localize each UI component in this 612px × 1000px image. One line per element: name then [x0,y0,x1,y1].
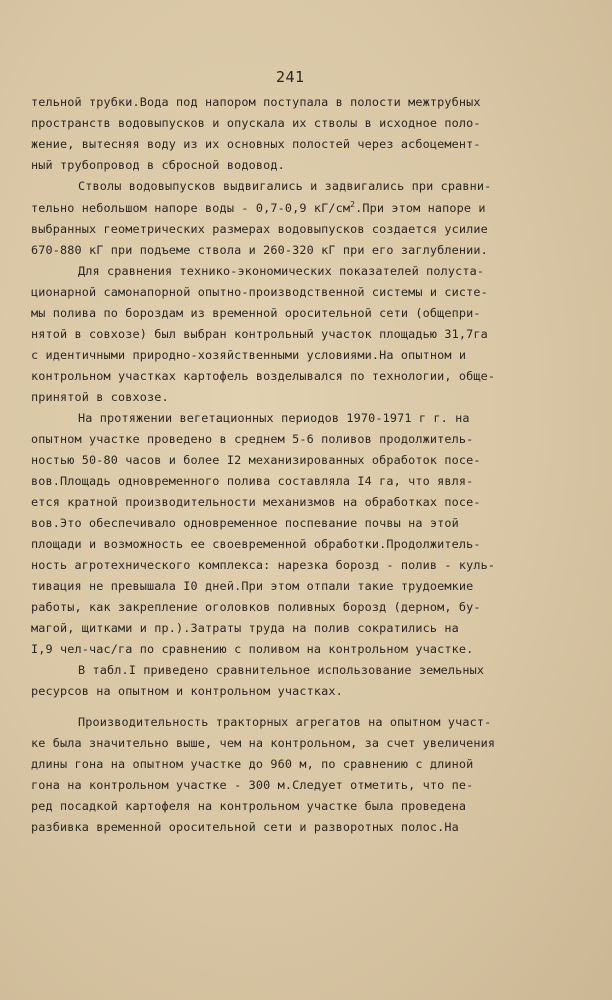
text-line: работы, как закрепление оголовков поливных борозд (дерном, бу- [31,600,481,614]
text-line: Для сравнения технико-экономических показателей полуста- [78,264,485,278]
text-line: ционарной самонапорной опытно-производственной системы и систе- [31,285,488,299]
superscript: 2 [350,200,356,210]
text-line: В табл.I приведено сравнительное использование земельных [78,663,485,677]
page-number: 241 [276,68,305,86]
text-line: опытном участке проведено в среднем 5-6 поливов продолжитель- [31,432,474,446]
text-line: вов.Это обеспечивало одновременное поспевание почвы на этой [31,516,459,530]
text-line: На протяжении вегетационных периодов 1970-1971 г г. на [78,411,470,425]
text-line: длины гона на опытном участке до 960 м, по сравнению с длиной [31,757,474,771]
text-line: мы полива по бороздам из временной оросительной сети (общепри- [31,306,481,320]
text-line: площади и возможность ее своевременной обработки.Продолжитель- [31,537,481,551]
text-line: разбивка временной оросительной сети и разворотных полос.На [31,820,459,834]
text-line: выбранных геометрических размерах водовыпусков создается усилие [31,222,488,236]
text-line: ресурсов на опытном и контрольном участках. [31,684,343,698]
text-line: тельной трубки.Вода под напором поступала в полости межтрубных [31,95,481,109]
text-line: ность агротехнического комплекса: нарезка борозд - полив - куль- [31,558,496,572]
text-line: магой, щитками и пр.).Затраты труда на полив сократились на [31,621,459,635]
text-line: ный трубопровод в сбросной водовод. [31,158,285,172]
text-line-with-superscript [31,198,486,218]
text-line-part: тельно небольшом напоре воды - 0,7-0,9 кГ/см [31,201,351,215]
text-line: принятой в совхозе. [31,390,169,404]
text-line: тивация не превышала I0 дней.При этом отпали такие трудоемкие [31,579,474,593]
text-line: ред посадкой картофеля на контрольном участке была проведена [31,799,467,813]
text-line: ке была значительно выше, чем на контрольном, за счет увеличения [31,736,496,750]
text-line: ется кратной производительности механизмов на обработках посе- [31,495,481,509]
text-line: Стволы водовыпусков выдвигались и задвигались при сравни- [78,179,492,193]
text-line: I,9 чел-час/га по сравнению с поливом на контрольном участке. [31,642,474,656]
text-line: с идентичными природно-хозяйственными условиями.На опытном и [31,348,467,362]
text-line: гона на контрольном участке - 300 м.Следует отметить, что пе- [31,778,474,792]
text-line: Производительность тракторных агрегатов на опытном участ- [78,715,492,729]
text-line: пространств водовыпусков и опускала их стволы в исходное поло- [31,116,481,130]
text-line: ностью 50-80 часов и более I2 механизированных обработок посе- [31,453,481,467]
text-line: жение, вытесняя воду из их основных полостей через асбоцемент- [31,137,481,151]
text-line: 670-880 кГ при подъеме ствола и 260-320 кГ при его заглублении. [31,243,488,257]
text-line: контрольном участках картофель возделывался по технологии, обще- [31,369,496,383]
text-line-part: .При этом напоре и [355,201,486,215]
text-line: вов.Площадь одновременного полива составляла I4 га, что явля- [31,474,474,488]
text-line: нятой в совхозе) был выбран контрольный участок площадью 31,7га [31,327,488,341]
